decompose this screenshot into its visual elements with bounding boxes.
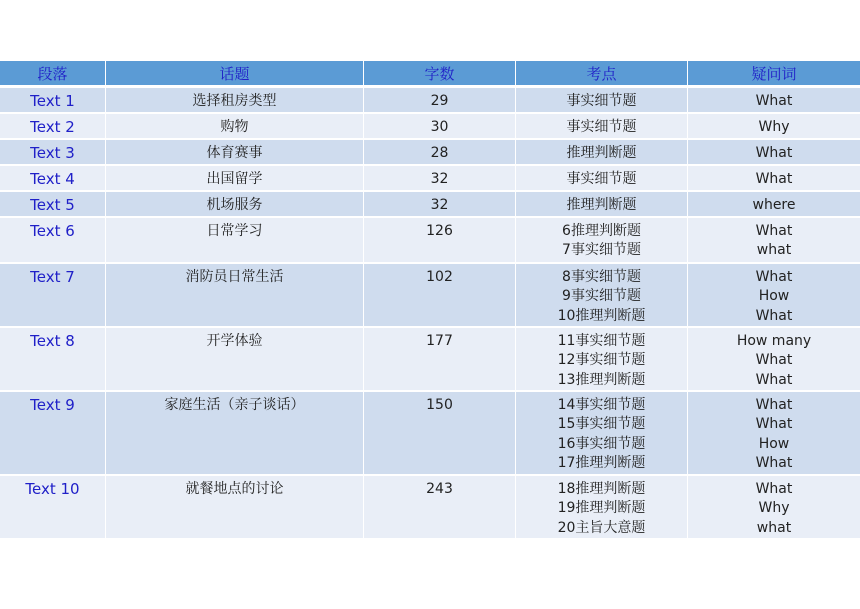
question-word-cell	[688, 166, 860, 192]
para-cell: Text 10	[0, 476, 106, 540]
para-cell: Text 2	[0, 114, 106, 140]
question-word-line: What	[755, 352, 793, 369]
topic-cell: 家庭生活（亲子谈话）	[106, 392, 364, 476]
header-topic: 话题	[106, 61, 364, 88]
para-cell: Text 7	[0, 264, 106, 328]
question-word-cell	[688, 218, 860, 264]
question-word-line: Why	[758, 500, 790, 517]
question-word-cell	[688, 192, 860, 218]
question-word-line: What	[755, 371, 793, 388]
para-cell: Text 6	[0, 218, 106, 264]
count-cell: 32	[364, 166, 516, 192]
count-cell: 126	[364, 218, 516, 264]
table-row	[0, 218, 860, 264]
test-point-line: 15事实细节题	[557, 416, 646, 433]
count-cell: 243	[364, 476, 516, 540]
question-word-line: What	[755, 481, 793, 497]
table-row	[0, 476, 860, 540]
test-point-line: 事实细节题	[566, 93, 637, 109]
question-word-line: Why	[758, 119, 790, 135]
test-point-line: 7事实细节题	[562, 242, 641, 259]
question-word-cell	[688, 264, 860, 328]
test-point-cell	[516, 88, 688, 114]
question-word-line: what	[756, 519, 792, 536]
table-row	[0, 264, 860, 328]
header-row	[0, 61, 860, 88]
test-point-cell	[516, 328, 688, 392]
test-point-cell	[516, 476, 688, 540]
test-point-cell	[516, 114, 688, 140]
table-row	[0, 88, 860, 114]
test-point-line: 10推理判断题	[557, 307, 646, 324]
para-cell: Text 5	[0, 192, 106, 218]
test-point-cell	[516, 392, 688, 476]
test-point-line: 事实细节题	[566, 171, 637, 187]
table-row	[0, 166, 860, 192]
count-cell: 30	[364, 114, 516, 140]
test-point-line: 9事实细节题	[562, 288, 641, 305]
test-point-line: 12事实细节题	[557, 352, 646, 369]
test-point-cell	[516, 192, 688, 218]
question-word-cell	[688, 328, 860, 392]
para-cell: Text 4	[0, 166, 106, 192]
question-word-line: What	[755, 223, 793, 239]
para-cell: Text 3	[0, 140, 106, 166]
question-word-cell	[688, 140, 860, 166]
count-cell: 29	[364, 88, 516, 114]
test-point-cell	[516, 166, 688, 192]
test-point-cell	[516, 140, 688, 166]
count-cell: 102	[364, 264, 516, 328]
test-point-line: 6推理判断题	[562, 223, 641, 239]
topic-cell: 就餐地点的讨论	[106, 476, 364, 540]
test-point-line: 13推理判断题	[557, 371, 646, 388]
test-point-line: 推理判断题	[566, 197, 637, 213]
test-point-cell	[516, 218, 688, 264]
question-word-line: What	[755, 416, 793, 433]
summary-table	[0, 61, 860, 540]
test-point-line: 11事实细节题	[557, 333, 646, 349]
question-word-cell	[688, 88, 860, 114]
question-word-line: What	[755, 145, 793, 161]
topic-cell: 开学体验	[106, 328, 364, 392]
count-cell: 28	[364, 140, 516, 166]
topic-cell: 体育赛事	[106, 140, 364, 166]
table-row	[0, 114, 860, 140]
topic-cell: 消防员日常生活	[106, 264, 364, 328]
test-point-line: 事实细节题	[566, 119, 637, 135]
table-row	[0, 392, 860, 476]
test-point-cell	[516, 264, 688, 328]
question-word-line: what	[756, 242, 792, 259]
header-para: 段落	[0, 61, 106, 88]
topic-cell: 购物	[106, 114, 364, 140]
question-word-line: where	[752, 197, 796, 213]
question-word-line: How	[758, 288, 790, 305]
topic-cell: 日常学习	[106, 218, 364, 264]
table-row	[0, 192, 860, 218]
question-word-line: How	[758, 435, 790, 452]
question-word-line: What	[755, 93, 793, 109]
count-cell: 150	[364, 392, 516, 476]
topic-cell: 出国留学	[106, 166, 364, 192]
question-word-cell	[688, 476, 860, 540]
count-cell: 32	[364, 192, 516, 218]
test-point-line: 推理判断题	[566, 145, 637, 161]
para-cell: Text 9	[0, 392, 106, 476]
count-cell: 177	[364, 328, 516, 392]
question-word-line: How many	[736, 333, 812, 349]
test-point-line: 17推理判断题	[557, 454, 646, 471]
question-word-line: What	[755, 171, 793, 187]
test-point-line: 16事实细节题	[557, 435, 646, 452]
test-point-line: 14事实细节题	[557, 397, 646, 413]
para-cell: Text 1	[0, 88, 106, 114]
test-point-line: 18推理判断题	[557, 481, 646, 497]
header-word-count: 字数	[364, 61, 516, 88]
para-cell: Text 8	[0, 328, 106, 392]
test-point-line: 8事实细节题	[562, 269, 641, 285]
table-row	[0, 140, 860, 166]
question-word-line: What	[755, 397, 793, 413]
question-word-line: What	[755, 454, 793, 471]
test-point-line: 19推理判断题	[557, 500, 646, 517]
question-word-cell	[688, 114, 860, 140]
topic-cell: 选择租房类型	[106, 88, 364, 114]
header-test-point: 考点	[516, 61, 688, 88]
test-point-line: 20主旨大意题	[557, 519, 646, 536]
topic-cell: 机场服务	[106, 192, 364, 218]
question-word-cell	[688, 392, 860, 476]
header-question-word: 疑问词	[688, 61, 860, 88]
table-row	[0, 328, 860, 392]
question-word-line: What	[755, 269, 793, 285]
question-word-line: What	[755, 307, 793, 324]
